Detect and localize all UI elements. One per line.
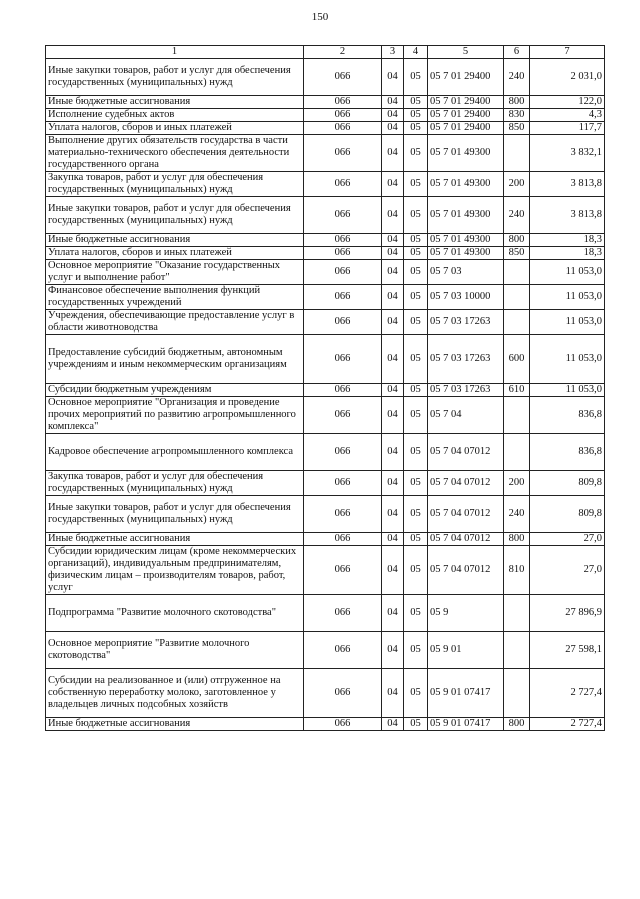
row-section-cell: 04	[382, 471, 404, 496]
row-target-code-cell: 05 9 01	[428, 632, 504, 669]
row-amount-cell: 11 053,0	[530, 384, 605, 397]
row-target-code-cell: 05 7 01 49300	[428, 135, 504, 172]
row-chapter-cell: 066	[304, 496, 382, 533]
row-expense-type-cell	[504, 632, 530, 669]
table-row	[46, 335, 605, 384]
row-chapter-cell: 066	[304, 197, 382, 234]
row-expense-type-cell	[504, 434, 530, 471]
row-chapter-cell: 066	[304, 397, 382, 434]
row-subsection-cell: 05	[404, 397, 428, 434]
row-chapter-cell: 066	[304, 135, 382, 172]
header-col-6: 6	[504, 46, 530, 59]
row-target-code-cell: 05 7 03 10000	[428, 285, 504, 310]
table-row	[46, 172, 605, 197]
row-chapter-cell: 066	[304, 109, 382, 122]
header-col-4: 4	[404, 46, 428, 59]
row-expense-type-cell: 800	[504, 234, 530, 247]
row-subsection-cell: 05	[404, 172, 428, 197]
row-section-cell: 04	[382, 669, 404, 718]
row-section-cell: 04	[382, 384, 404, 397]
row-expense-type-cell: 830	[504, 109, 530, 122]
row-target-code-cell: 05 9 01 07417	[428, 718, 504, 731]
row-name-cell: Иные бюджетные ассигнования	[46, 96, 304, 109]
row-chapter-cell: 066	[304, 247, 382, 260]
row-subsection-cell: 05	[404, 310, 428, 335]
row-amount-cell: 3 832,1	[530, 135, 605, 172]
row-expense-type-cell	[504, 595, 530, 632]
row-subsection-cell: 05	[404, 122, 428, 135]
row-amount-cell: 122,0	[530, 96, 605, 109]
row-section-cell: 04	[382, 197, 404, 234]
row-expense-type-cell: 240	[504, 496, 530, 533]
row-expense-type-cell: 610	[504, 384, 530, 397]
row-subsection-cell: 05	[404, 260, 428, 285]
row-name-cell: Иные закупки товаров, работ и услуг для обеспечения государственных (муниципальных) нужд	[46, 496, 304, 533]
row-target-code-cell: 05 7 03 17263	[428, 310, 504, 335]
row-expense-type-cell: 240	[504, 197, 530, 234]
row-subsection-cell: 05	[404, 546, 428, 595]
row-amount-cell: 809,8	[530, 471, 605, 496]
row-subsection-cell: 05	[404, 669, 428, 718]
row-expense-type-cell: 240	[504, 59, 530, 96]
row-section-cell: 04	[382, 247, 404, 260]
row-section-cell: 04	[382, 632, 404, 669]
table-row	[46, 496, 605, 533]
row-section-cell: 04	[382, 260, 404, 285]
row-expense-type-cell: 810	[504, 546, 530, 595]
row-chapter-cell: 066	[304, 533, 382, 546]
row-expense-type-cell: 200	[504, 471, 530, 496]
row-amount-cell: 11 053,0	[530, 260, 605, 285]
row-amount-cell: 4,3	[530, 109, 605, 122]
row-target-code-cell: 05 7 04 07012	[428, 434, 504, 471]
row-amount-cell: 836,8	[530, 397, 605, 434]
table-row	[46, 96, 605, 109]
header-col-1: 1	[46, 46, 304, 59]
row-amount-cell: 27,0	[530, 546, 605, 595]
row-expense-type-cell	[504, 310, 530, 335]
row-amount-cell: 2 727,4	[530, 718, 605, 731]
row-name-cell: Иные бюджетные ассигнования	[46, 718, 304, 731]
header-col-5: 5	[428, 46, 504, 59]
row-expense-type-cell: 200	[504, 172, 530, 197]
row-chapter-cell: 066	[304, 335, 382, 384]
row-name-cell: Основное мероприятие "Организация и проведение прочих мероприятий по развитию агропромышленного комплекса"	[46, 397, 304, 434]
row-subsection-cell: 05	[404, 247, 428, 260]
table-row	[46, 632, 605, 669]
page-number: 150	[311, 11, 329, 23]
table-row	[46, 718, 605, 731]
row-section-cell: 04	[382, 59, 404, 96]
row-name-cell: Закупка товаров, работ и услуг для обеспечения государственных (муниципальных) нужд	[46, 172, 304, 197]
row-expense-type-cell: 800	[504, 96, 530, 109]
row-subsection-cell: 05	[404, 285, 428, 310]
row-target-code-cell: 05 7 03 17263	[428, 335, 504, 384]
row-chapter-cell: 066	[304, 96, 382, 109]
row-target-code-cell: 05 7 01 49300	[428, 197, 504, 234]
row-expense-type-cell: 600	[504, 335, 530, 384]
header-col-3: 3	[382, 46, 404, 59]
row-subsection-cell: 05	[404, 234, 428, 247]
row-name-cell: Субсидии юридическим лицам (кроме некоммерческих организаций), индивидуальным предпринимателям, физическим лицам – производителям товаров, работ, услуг	[46, 546, 304, 595]
row-chapter-cell: 066	[304, 718, 382, 731]
row-expense-type-cell: 800	[504, 718, 530, 731]
row-name-cell: Уплата налогов, сборов и иных платежей	[46, 247, 304, 260]
row-chapter-cell: 066	[304, 172, 382, 197]
table-row	[46, 533, 605, 546]
table-row	[46, 234, 605, 247]
row-section-cell: 04	[382, 122, 404, 135]
row-name-cell: Учреждения, обеспечивающие предоставление услуг в области животноводства	[46, 310, 304, 335]
row-amount-cell: 2 031,0	[530, 59, 605, 96]
row-expense-type-cell: 850	[504, 247, 530, 260]
row-amount-cell: 836,8	[530, 434, 605, 471]
row-subsection-cell: 05	[404, 197, 428, 234]
row-section-cell: 04	[382, 285, 404, 310]
header-col-2: 2	[304, 46, 382, 59]
row-target-code-cell: 05 7 04 07012	[428, 546, 504, 595]
row-chapter-cell: 066	[304, 434, 382, 471]
row-target-code-cell: 05 7 01 49300	[428, 247, 504, 260]
row-target-code-cell: 05 7 04 07012	[428, 471, 504, 496]
row-amount-cell: 18,3	[530, 247, 605, 260]
row-name-cell: Предоставление субсидий бюджетным, автономным учреждениям и иным некоммерческим организациям	[46, 335, 304, 384]
row-subsection-cell: 05	[404, 59, 428, 96]
row-chapter-cell: 066	[304, 285, 382, 310]
row-name-cell: Основное мероприятие "Развитие молочного скотоводства"	[46, 632, 304, 669]
table-row	[46, 434, 605, 471]
row-section-cell: 04	[382, 718, 404, 731]
row-chapter-cell: 066	[304, 260, 382, 285]
row-target-code-cell: 05 7 01 29400	[428, 59, 504, 96]
row-amount-cell: 117,7	[530, 122, 605, 135]
row-name-cell: Субсидии бюджетным учреждениям	[46, 384, 304, 397]
row-section-cell: 04	[382, 310, 404, 335]
row-name-cell: Иные бюджетные ассигнования	[46, 533, 304, 546]
row-amount-cell: 3 813,8	[530, 172, 605, 197]
row-section-cell: 04	[382, 496, 404, 533]
row-target-code-cell: 05 7 01 49300	[428, 234, 504, 247]
row-expense-type-cell	[504, 397, 530, 434]
table-header-row	[46, 46, 605, 59]
row-subsection-cell: 05	[404, 718, 428, 731]
row-target-code-cell: 05 7 01 29400	[428, 109, 504, 122]
row-target-code-cell: 05 7 01 29400	[428, 96, 504, 109]
row-chapter-cell: 066	[304, 471, 382, 496]
row-section-cell: 04	[382, 135, 404, 172]
row-expense-type-cell	[504, 135, 530, 172]
row-name-cell: Субсидии на реализованное и (или) отгруженное на собственную переработку молоко, заготовленное у владельцев личных подсобных хозяйств	[46, 669, 304, 718]
row-amount-cell: 27,0	[530, 533, 605, 546]
row-amount-cell: 11 053,0	[530, 335, 605, 384]
row-name-cell: Кадровое обеспечение агропромышленного комплекса	[46, 434, 304, 471]
table-row	[46, 260, 605, 285]
row-name-cell: Закупка товаров, работ и услуг для обеспечения государственных (муниципальных) нужд	[46, 471, 304, 496]
row-section-cell: 04	[382, 172, 404, 197]
row-name-cell: Выполнение других обязательств государства в части материально-технического обеспечения деятельности государственного органа	[46, 135, 304, 172]
row-subsection-cell: 05	[404, 335, 428, 384]
row-target-code-cell: 05 7 01 29400	[428, 122, 504, 135]
row-subsection-cell: 05	[404, 135, 428, 172]
table-row	[46, 546, 605, 595]
table-body	[46, 59, 605, 731]
row-section-cell: 04	[382, 434, 404, 471]
row-name-cell: Иные закупки товаров, работ и услуг для обеспечения государственных (муниципальных) нужд	[46, 197, 304, 234]
row-target-code-cell: 05 9	[428, 595, 504, 632]
row-chapter-cell: 066	[304, 59, 382, 96]
row-section-cell: 04	[382, 546, 404, 595]
row-subsection-cell: 05	[404, 109, 428, 122]
row-name-cell: Основное мероприятие "Оказание государственных услуг и выполнение работ"	[46, 260, 304, 285]
row-amount-cell: 18,3	[530, 234, 605, 247]
table-row	[46, 397, 605, 434]
row-target-code-cell: 05 7 03 17263	[428, 384, 504, 397]
table-row	[46, 310, 605, 335]
row-chapter-cell: 066	[304, 669, 382, 718]
row-section-cell: 04	[382, 109, 404, 122]
row-target-code-cell: 05 7 04 07012	[428, 496, 504, 533]
row-name-cell: Иные бюджетные ассигнования	[46, 234, 304, 247]
table-row	[46, 59, 605, 96]
row-target-code-cell: 05 7 04 07012	[428, 533, 504, 546]
row-subsection-cell: 05	[404, 595, 428, 632]
row-name-cell: Подпрограмма "Развитие молочного скотоводства"	[46, 595, 304, 632]
row-amount-cell: 3 813,8	[530, 197, 605, 234]
row-amount-cell: 809,8	[530, 496, 605, 533]
table-row	[46, 384, 605, 397]
row-chapter-cell: 066	[304, 310, 382, 335]
row-subsection-cell: 05	[404, 384, 428, 397]
table-row	[46, 595, 605, 632]
header-col-7: 7	[530, 46, 605, 59]
table-row	[46, 135, 605, 172]
table-row	[46, 122, 605, 135]
row-subsection-cell: 05	[404, 96, 428, 109]
row-target-code-cell: 05 9 01 07417	[428, 669, 504, 718]
row-name-cell: Иные закупки товаров, работ и услуг для обеспечения государственных (муниципальных) нужд	[46, 59, 304, 96]
row-chapter-cell: 066	[304, 546, 382, 595]
table-row	[46, 669, 605, 718]
row-amount-cell: 11 053,0	[530, 285, 605, 310]
row-section-cell: 04	[382, 335, 404, 384]
row-chapter-cell: 066	[304, 632, 382, 669]
row-section-cell: 04	[382, 234, 404, 247]
row-subsection-cell: 05	[404, 434, 428, 471]
row-name-cell: Финансовое обеспечение выполнения функций государственных учреждений	[46, 285, 304, 310]
row-target-code-cell: 05 7 04	[428, 397, 504, 434]
row-chapter-cell: 066	[304, 595, 382, 632]
table-row	[46, 247, 605, 260]
table-row	[46, 285, 605, 310]
row-amount-cell: 27 598,1	[530, 632, 605, 669]
row-expense-type-cell	[504, 260, 530, 285]
row-amount-cell: 11 053,0	[530, 310, 605, 335]
row-expense-type-cell	[504, 669, 530, 718]
row-chapter-cell: 066	[304, 122, 382, 135]
row-section-cell: 04	[382, 595, 404, 632]
row-target-code-cell: 05 7 03	[428, 260, 504, 285]
row-target-code-cell: 05 7 01 49300	[428, 172, 504, 197]
row-expense-type-cell: 850	[504, 122, 530, 135]
row-amount-cell: 27 896,9	[530, 595, 605, 632]
row-chapter-cell: 066	[304, 384, 382, 397]
budget-table	[45, 45, 605, 731]
row-section-cell: 04	[382, 397, 404, 434]
row-section-cell: 04	[382, 533, 404, 546]
row-expense-type-cell: 800	[504, 533, 530, 546]
row-name-cell: Исполнение судебных актов	[46, 109, 304, 122]
row-expense-type-cell	[504, 285, 530, 310]
row-chapter-cell: 066	[304, 234, 382, 247]
row-subsection-cell: 05	[404, 496, 428, 533]
table-row	[46, 471, 605, 496]
row-subsection-cell: 05	[404, 471, 428, 496]
row-name-cell: Уплата налогов, сборов и иных платежей	[46, 122, 304, 135]
row-section-cell: 04	[382, 96, 404, 109]
row-subsection-cell: 05	[404, 533, 428, 546]
row-subsection-cell: 05	[404, 632, 428, 669]
table-row	[46, 197, 605, 234]
table-row	[46, 109, 605, 122]
row-amount-cell: 2 727,4	[530, 669, 605, 718]
